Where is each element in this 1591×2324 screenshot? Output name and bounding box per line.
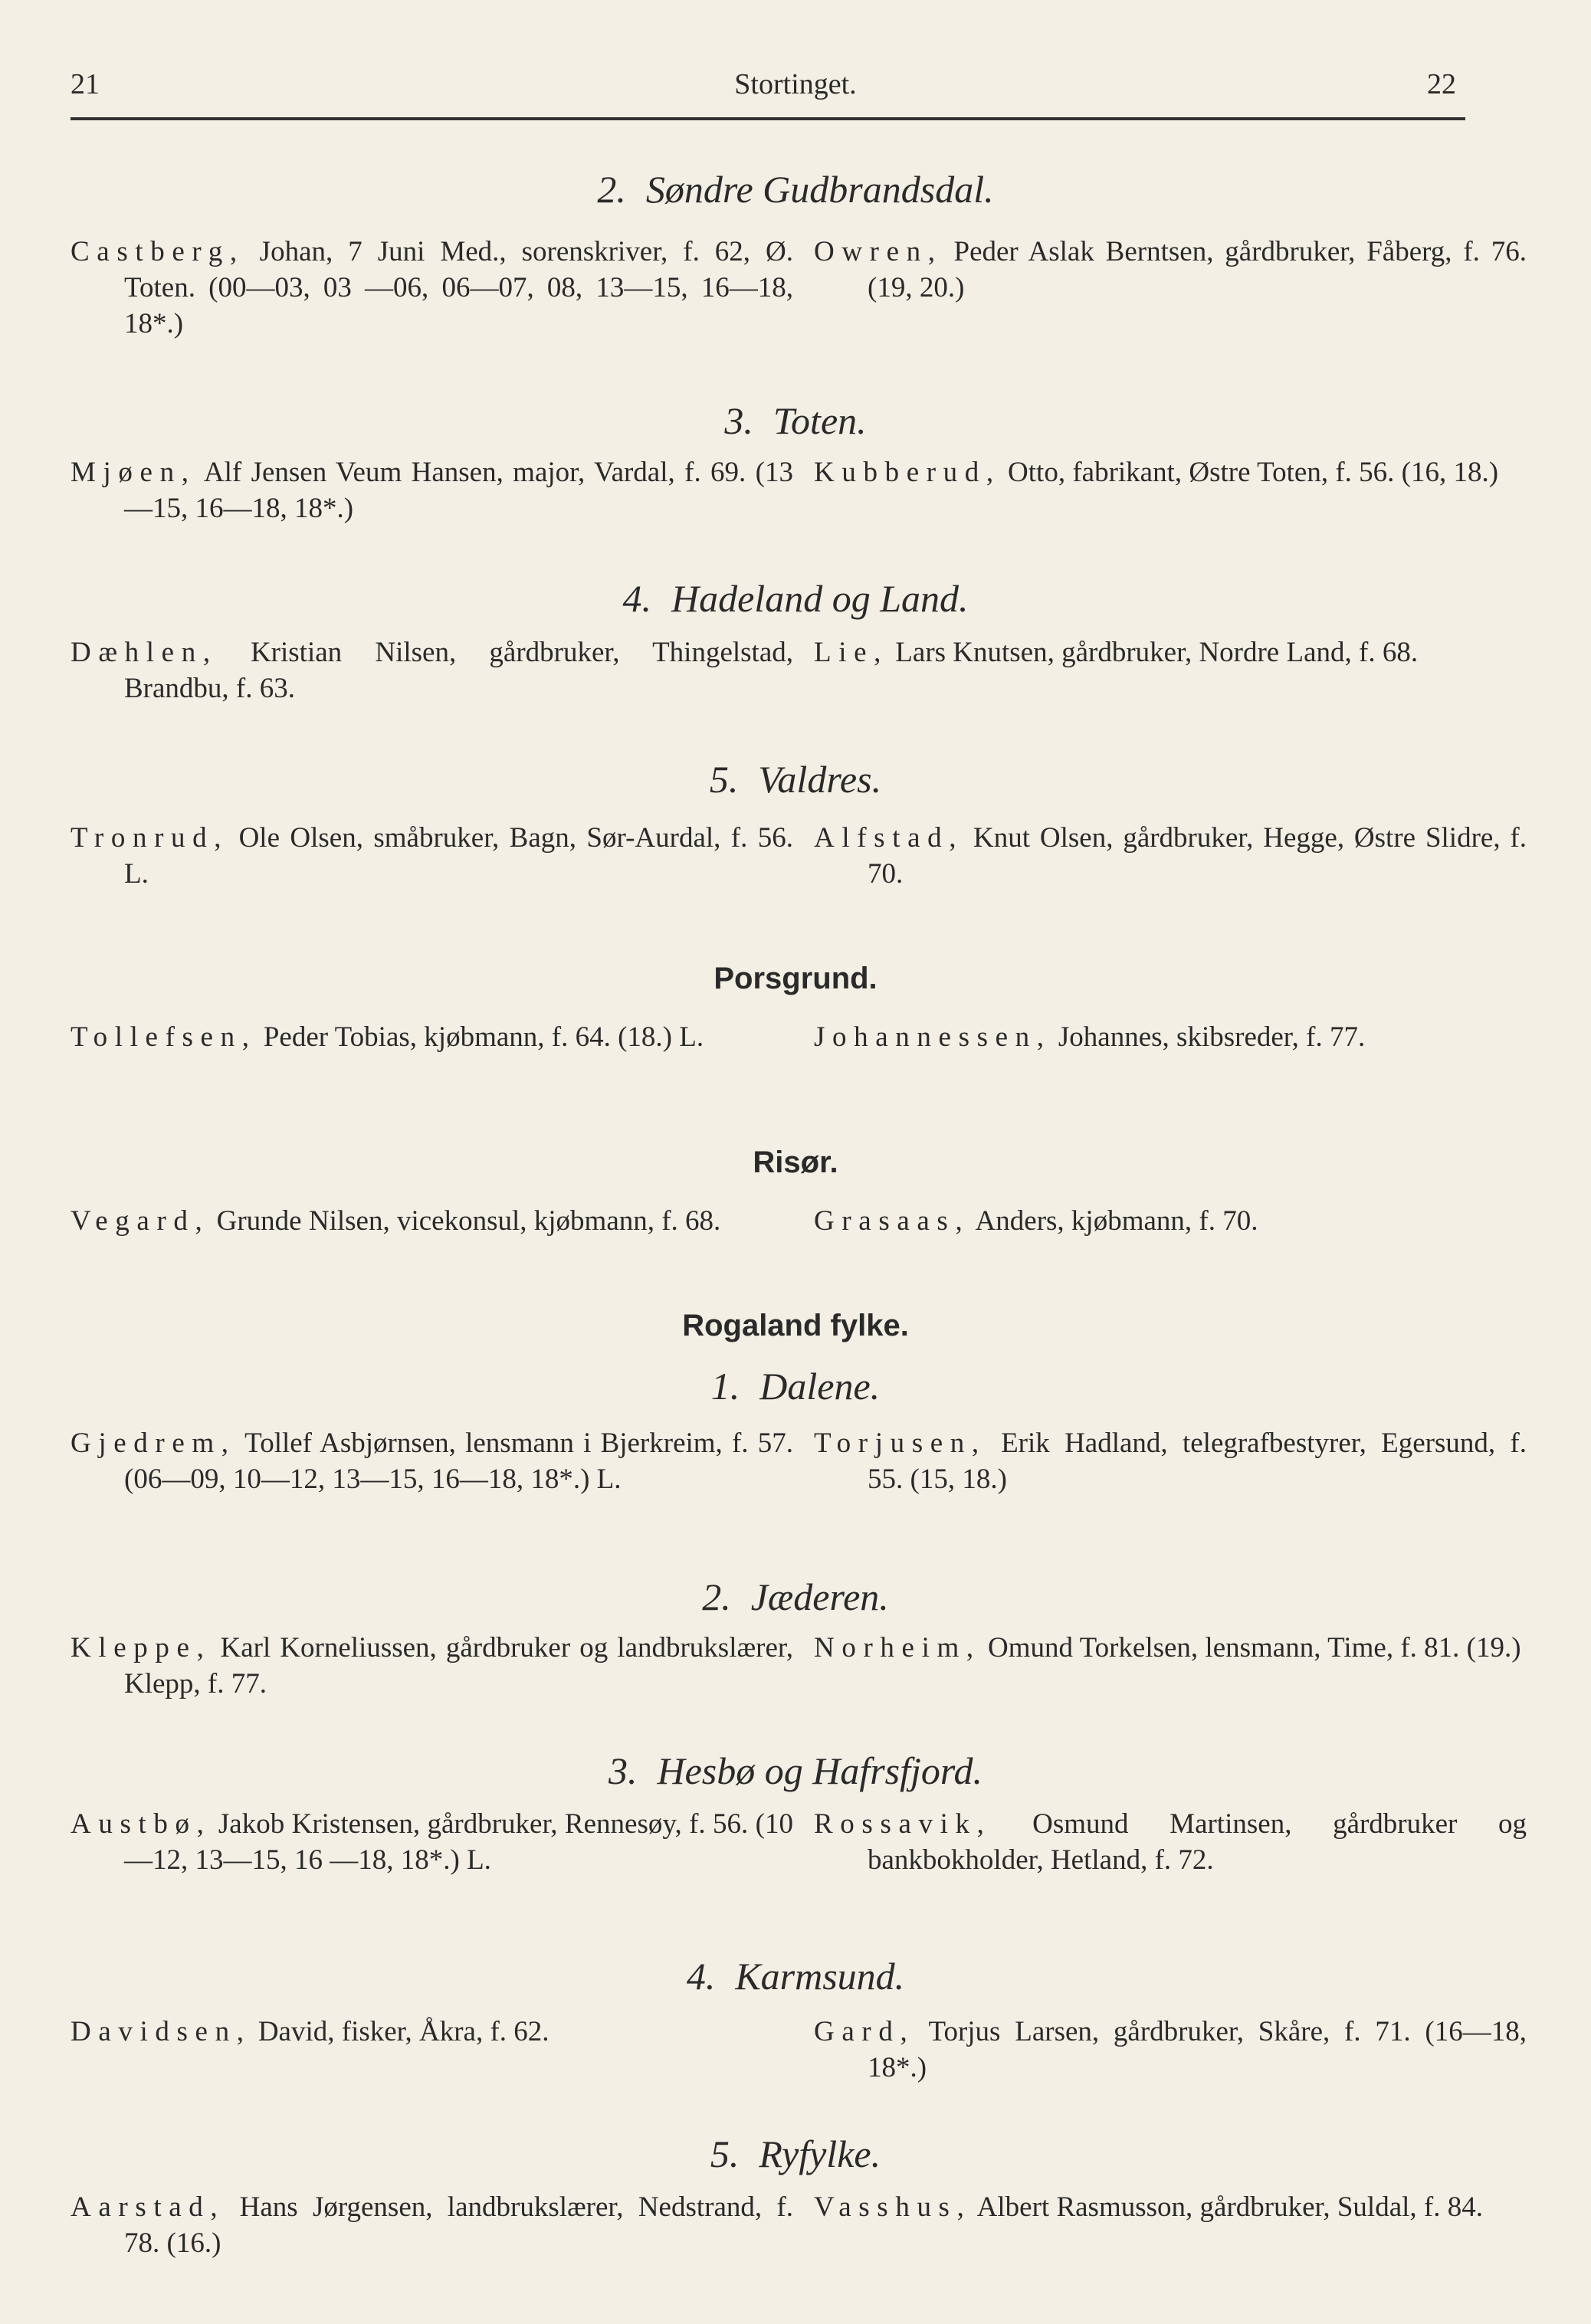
member-entry-left [71, 1425, 793, 1497]
district-heading: 3. Hesbø og Hafrsfjord. [608, 1749, 983, 1792]
member-surname: Lie, [814, 637, 889, 668]
member-entry-left [71, 1806, 793, 1878]
member-details: Otto, fabrikant, Østre Toten, f. 56. (16, 18.) [1008, 457, 1499, 488]
member-details: Lars Knutsen, gårdbruker, Nordre Land, f. 68. [895, 637, 1419, 668]
town-heading: Porsgrund. [713, 962, 878, 995]
member-surname: Gjedrem, [71, 1428, 236, 1459]
running-title: Stortinget. [734, 68, 857, 100]
member-details: Hans Jørgensen, landbrukslærer, Nedstrand, f. 78. (16.) [124, 2191, 794, 2259]
member-surname: Davidsen, [71, 2016, 251, 2047]
member-entry-right [814, 2014, 1527, 2086]
right-page-number: 22 [1427, 68, 1456, 100]
member-entry-right [814, 234, 1527, 306]
member-entry-left [71, 234, 793, 342]
member-surname: Castberg, [71, 236, 244, 267]
member-details: Osmund Martinsen, gårdbruker og bankbokholder, Hetland, f. 72. [868, 1808, 1527, 1876]
member-surname: Alfstad, [814, 822, 964, 854]
member-surname: Gard, [814, 2016, 915, 2047]
member-entry-left [71, 2014, 793, 2050]
member-details: Johan, 7 Juni Med., sorenskriver, f. 62, Ø. Toten. (00—03, 03 —06, 06—07, 08, 13—15, 16—18, 18*.) [124, 236, 793, 339]
member-surname: Vegard, [71, 1205, 210, 1237]
member-entry-left [71, 634, 793, 706]
member-details: Kristian Nilsen, gårdbruker, Thingelstad, Brandbu, f. 63. [124, 637, 794, 704]
member-details: Johannes, skibsreder, f. 77. [1058, 1021, 1366, 1053]
member-details: Knut Olsen, gårdbruker, Hegge, Østre Slidre, f. 70. [868, 822, 1527, 890]
member-surname: Norheim, [814, 1632, 981, 1664]
member-details: Omund Torkelsen, lensmann, Time, f. 81. (19.) [987, 1632, 1521, 1664]
member-details: Albert Rasmusson, gårdbruker, Suldal, f. 84. [976, 2191, 1483, 2223]
member-entry-right [814, 454, 1527, 490]
member-entry-right [814, 1425, 1527, 1497]
member-surname: Kubberud, [814, 457, 1001, 488]
header-rule [71, 117, 1465, 120]
member-entry-left [71, 2189, 793, 2261]
member-details: David, fisker, Åkra, f. 62. [258, 2016, 549, 2047]
member-surname: Tronrud, [71, 822, 229, 854]
member-surname: Torjusen, [814, 1428, 986, 1459]
district-heading: 4. Hadeland og Land. [622, 577, 969, 620]
member-surname: Johannessen, [814, 1021, 1051, 1053]
member-entry-right [814, 1203, 1527, 1239]
member-surname: Kleppe, [71, 1632, 212, 1664]
member-details: Alf Jensen Veum Hansen, major, Vardal, f. 69. (13—15, 16—18, 18*.) [124, 457, 793, 524]
member-entry-left [71, 1630, 793, 1702]
member-entry-right [814, 634, 1527, 670]
member-details: Peder Tobias, kjøbmann, f. 64. (18.) L. [263, 1021, 704, 1053]
member-surname: Grasaas, [814, 1205, 970, 1237]
member-details: Jakob Kristensen, gårdbruker, Rennesøy, f. 56. (10—12, 13—15, 16 —18, 18*.) L. [124, 1808, 793, 1876]
district-heading: 5. Ryfylke. [710, 2132, 881, 2175]
district-heading: 2. Jæderen. [702, 1575, 889, 1618]
member-surname: Aarstad, [71, 2191, 225, 2223]
member-details: Erik Hadland, telegrafbestyrer, Egersund, f. 55. (15, 18.) [868, 1428, 1527, 1495]
district-heading: 4. Karmsund. [686, 1955, 905, 1998]
member-entry-right [814, 1806, 1527, 1878]
district-heading: 2. Søndre Gudbrandsdal. [597, 168, 994, 211]
member-surname: Dæhlen, [71, 637, 218, 668]
town-heading: Risør. [753, 1146, 838, 1179]
member-details: Karl Korneliussen, gårdbruker og landbrukslærer, Klepp, f. 77. [124, 1632, 793, 1700]
member-details: Anders, kjøbmann, f. 70. [975, 1205, 1258, 1237]
left-page-number: 21 [71, 68, 100, 100]
member-entry-right [814, 820, 1527, 892]
member-surname: Austbø, [71, 1808, 212, 1840]
member-entry-left [71, 1019, 793, 1055]
member-entry-left [71, 820, 793, 892]
member-surname: Rossavik, [814, 1808, 992, 1840]
member-entry-left [71, 1203, 793, 1239]
member-details: Torjus Larsen, gårdbruker, Skåre, f. 71. (16—18, 18*.) [868, 2016, 1527, 2083]
member-surname: Tollefsen, [71, 1021, 257, 1053]
member-entry-right [814, 1019, 1527, 1055]
member-entry-right [814, 1630, 1527, 1666]
member-details: Grunde Nilsen, vicekonsul, kjøbmann, f. 68. [216, 1205, 721, 1237]
district-heading: 5. Valdres. [709, 758, 882, 801]
member-entry-right [814, 2189, 1527, 2225]
member-entry-left [71, 454, 793, 526]
county-heading: Rogaland fylke. [682, 1309, 909, 1342]
member-details: Tollef Asbjørnsen, lensmann i Bjerkreim, f. 57. (06—09, 10—12, 13—15, 16—18, 18*.) L. [124, 1428, 793, 1495]
member-details: Ole Olsen, småbruker, Bagn, Sør-Aurdal, f. 56. L. [124, 822, 794, 890]
district-heading: 3. Toten. [724, 399, 867, 442]
district-heading: 1. Dalene. [710, 1365, 881, 1408]
member-surname: Vasshus, [814, 2191, 972, 2223]
member-details: Peder Aslak Berntsen, gårdbruker, Fåberg, f. 76. (19, 20.) [868, 236, 1527, 303]
member-surname: Mjøen, [71, 457, 196, 488]
member-surname: Owren, [814, 236, 943, 267]
